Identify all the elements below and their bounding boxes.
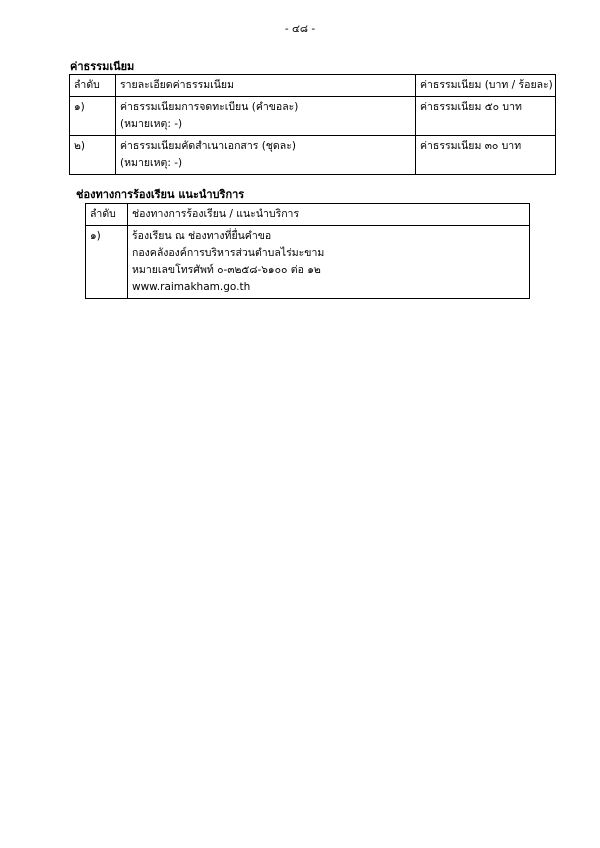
table-row bbox=[70, 97, 556, 136]
fee-detail: ค่าธรรมเนียมคัดสำเนาเอกสาร (ชุดละ) bbox=[120, 140, 296, 152]
fees-section-title: ค่าธรรมเนียม bbox=[70, 60, 135, 73]
fees-header-no: ลำดับ bbox=[70, 75, 116, 97]
fees-header-fee: ค่าธรรมเนียม (บาท / ร้อยละ) bbox=[416, 75, 556, 97]
channel-website: www.raimakham.go.th bbox=[132, 281, 251, 293]
fee-note: (หมายเหตุ: -) bbox=[120, 157, 183, 169]
fees-header-detail: รายละเอียดค่าธรรมเนียม bbox=[116, 75, 416, 97]
channel-line: ร้องเรียน ณ ช่องทางที่ยื่นคำขอ bbox=[132, 230, 272, 242]
table-row bbox=[70, 136, 556, 175]
row-number: ๒) bbox=[70, 136, 116, 175]
fee-detail-cell bbox=[116, 136, 416, 175]
row-number: ๑) bbox=[70, 97, 116, 136]
fees-header-row bbox=[70, 75, 556, 97]
fee-amount: ค่าธรรมเนียม ๓๐ บาท bbox=[416, 136, 556, 175]
channels-table bbox=[85, 203, 530, 299]
page-number: - ๔๘ - bbox=[284, 23, 316, 35]
fees-table bbox=[69, 74, 556, 175]
fee-note: (หมายเหตุ: -) bbox=[120, 118, 183, 130]
fee-detail: ค่าธรรมเนียมการจดทะเบียน (คำขอละ) bbox=[120, 101, 299, 113]
table-row bbox=[86, 226, 530, 299]
channels-section-title: ช่องทางการร้องเรียน แนะนำบริการ bbox=[76, 188, 245, 201]
channel-office: กองคลังองค์การบริหารส่วนตำบลไร่มะขาม bbox=[132, 247, 325, 259]
fee-detail-cell bbox=[116, 97, 416, 136]
channel-detail-cell bbox=[128, 226, 530, 299]
fee-amount: ค่าธรรมเนียม ๕๐ บาท bbox=[416, 97, 556, 136]
channels-header-no: ลำดับ bbox=[86, 204, 128, 226]
row-number: ๑) bbox=[86, 226, 128, 299]
channels-header-row bbox=[86, 204, 530, 226]
channel-phone: หมายเลขโทรศัพท์ ๐-๓๒๕๘-๖๑๐๐ ต่อ ๑๒ bbox=[132, 264, 321, 276]
channels-header-channel: ช่องทางการร้องเรียน / แนะนำบริการ bbox=[128, 204, 530, 226]
